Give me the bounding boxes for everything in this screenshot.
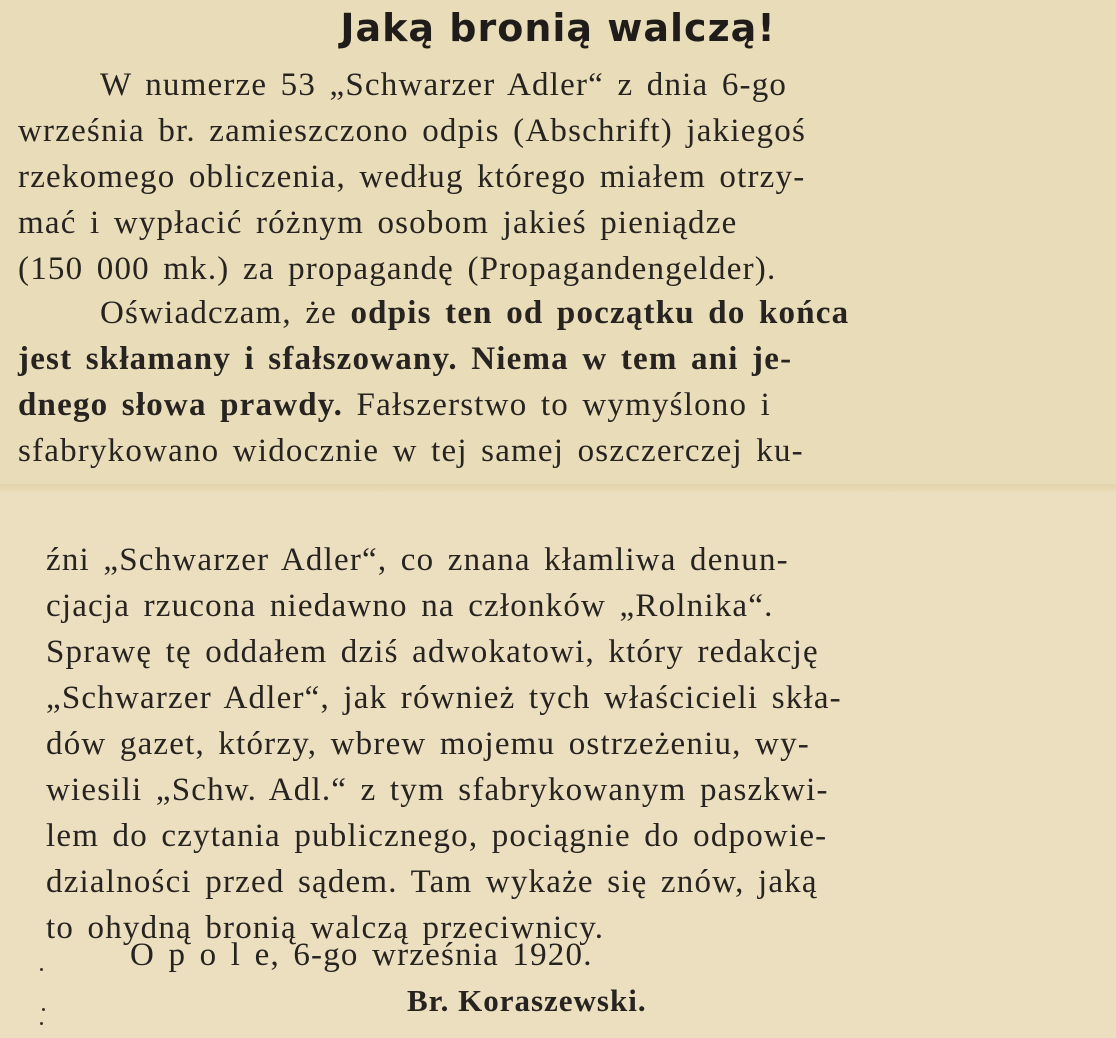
signature: Br. Koraszewski.	[407, 983, 647, 1018]
paragraph-3-line-3: Sprawę tę oddałem dziś adwokatowi, który redakcję	[46, 634, 819, 670]
paragraph-3-line-5: dów gazet, którzy, wbrew mojemu ostrzeżeniu, wy-	[46, 726, 810, 762]
fragment-seam	[0, 484, 1116, 492]
paragraph-1-line-3: rzekomego obliczenia, według którego miałem otrzy-	[18, 159, 806, 195]
print-speck	[42, 1008, 45, 1011]
print-speck	[40, 968, 43, 971]
dateline: O p o l e, 6-go września 1920.	[130, 937, 593, 973]
paragraph-2-line-1-plain: Oświadczam, że	[100, 295, 351, 331]
paragraph-3-line-4: „Schwarzer Adler“, jak również tych właścicieli skła-	[46, 680, 842, 716]
paragraph-3-line-6: wiesili „Schw. Adl.“ z tym sfabrykowanym paszkwi-	[46, 772, 829, 808]
paragraph-3-line-9: to ohydną bronią walczą przeciwnicy.	[46, 910, 605, 946]
paragraph-2-line-2-bold: jest skłamany i sfałszowany. Niema w tem ani je-	[18, 341, 793, 377]
paragraph-3-line-1: źni „Schwarzer Adler“, co znana kłamliwa denun-	[46, 542, 789, 578]
paragraph-2-line-3-plain: Fałszerstwo to wymyślono i	[343, 387, 771, 423]
paragraph-2-line-3-bold: dnego słowa prawdy.	[18, 387, 344, 423]
paragraph-2-line-1-bold: odpis ten od początku do końca	[350, 295, 850, 331]
paragraph-1-line-2: września br. zamieszczono odpis (Abschrift) jakiegoś	[18, 113, 807, 149]
paragraph-1-line-5: (150 000 mk.) za propagandę (Propagandengelder).	[18, 251, 777, 287]
paragraph-1-line-1: W numerze 53 „Schwarzer Adler“ z dnia 6-go	[100, 67, 788, 103]
paragraph-2-line-1	[100, 290, 849, 336]
paragraph-2-line-3	[18, 382, 771, 428]
paragraph-3-line-7: lem do czytania publicznego, pociągnie do odpowie-	[46, 818, 828, 854]
paragraph-3-line-2: cjacja rzucona niedawno na członków „Rolnika“.	[46, 588, 774, 624]
article-title: Jaką bronią walczą!	[340, 6, 776, 50]
paragraph-2-line-4: sfabrykowano widocznie w tej samej oszczerczej ku-	[18, 433, 804, 469]
paragraph-3-line-8: dzialności przed sądem. Tam wykaże się znów, jaką	[46, 864, 818, 900]
print-speck	[40, 1022, 43, 1025]
paragraph-1-line-4: mać i wypłacić różnym osobom jakieś pieniądze	[18, 205, 738, 241]
